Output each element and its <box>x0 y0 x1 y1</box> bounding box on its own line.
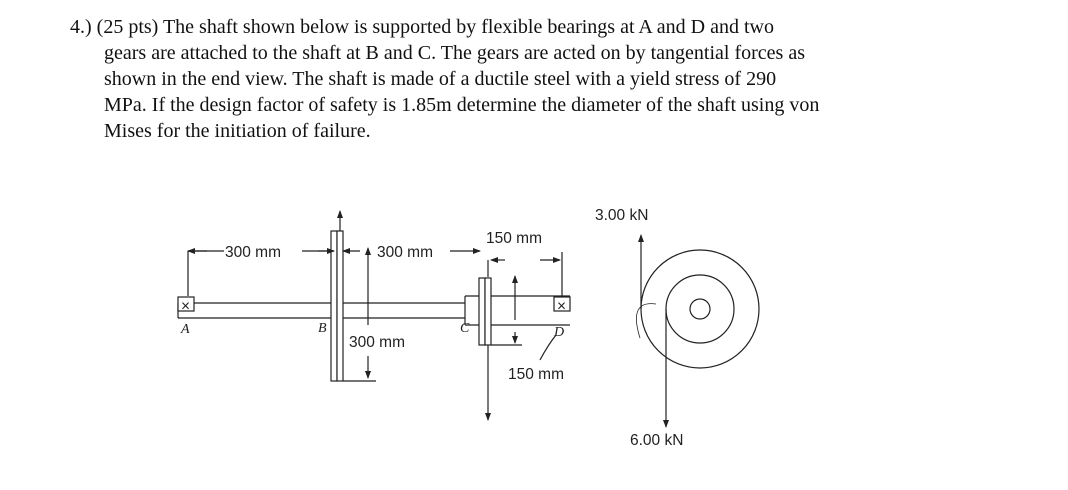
gear-b-radius-label: 300 mm <box>349 334 405 351</box>
problem-line-5: Mises for the initiation of failure. <box>104 120 371 142</box>
bearing-a-mark: × <box>181 298 191 315</box>
point-a-label: A <box>181 322 190 337</box>
gear-b <box>331 211 343 381</box>
dimension-bc-label: 300 mm <box>377 244 433 261</box>
gear-c-radius-label: 150 mm <box>508 366 564 383</box>
force-top-label: 3.00 kN <box>595 207 649 224</box>
dimension-gear-b-radius <box>343 248 376 381</box>
problem-line-2: gears are attached to the shaft at B and C. The gears are acted on by tangential forces as <box>104 42 805 64</box>
problem-line-1: 4.) (25 pts) The shaft shown below is supported by flexible bearings at A and D and two <box>70 16 774 38</box>
problem-line-4: MPa. If the design factor of safety is 1.85m determine the diameter of the shaft using von <box>104 94 820 116</box>
force-bottom-label: 6.00 kN <box>630 432 684 449</box>
point-b-label: B <box>318 321 327 336</box>
shaft <box>178 296 570 325</box>
point-d-label: D <box>554 325 565 340</box>
point-c-label: C <box>460 321 470 336</box>
problem-line-3: shown in the end view. The shaft is made of a ductile steel with a yield stress of 290 <box>104 68 777 90</box>
dimension-cd <box>488 252 562 296</box>
end-view <box>636 235 759 427</box>
dimension-ab-label: 300 mm <box>225 244 281 261</box>
dimension-cd-label: 150 mm <box>486 230 542 247</box>
bearing-d-mark: × <box>557 298 567 315</box>
dimension-gear-c-radius <box>491 276 556 360</box>
gear-c <box>479 278 491 420</box>
